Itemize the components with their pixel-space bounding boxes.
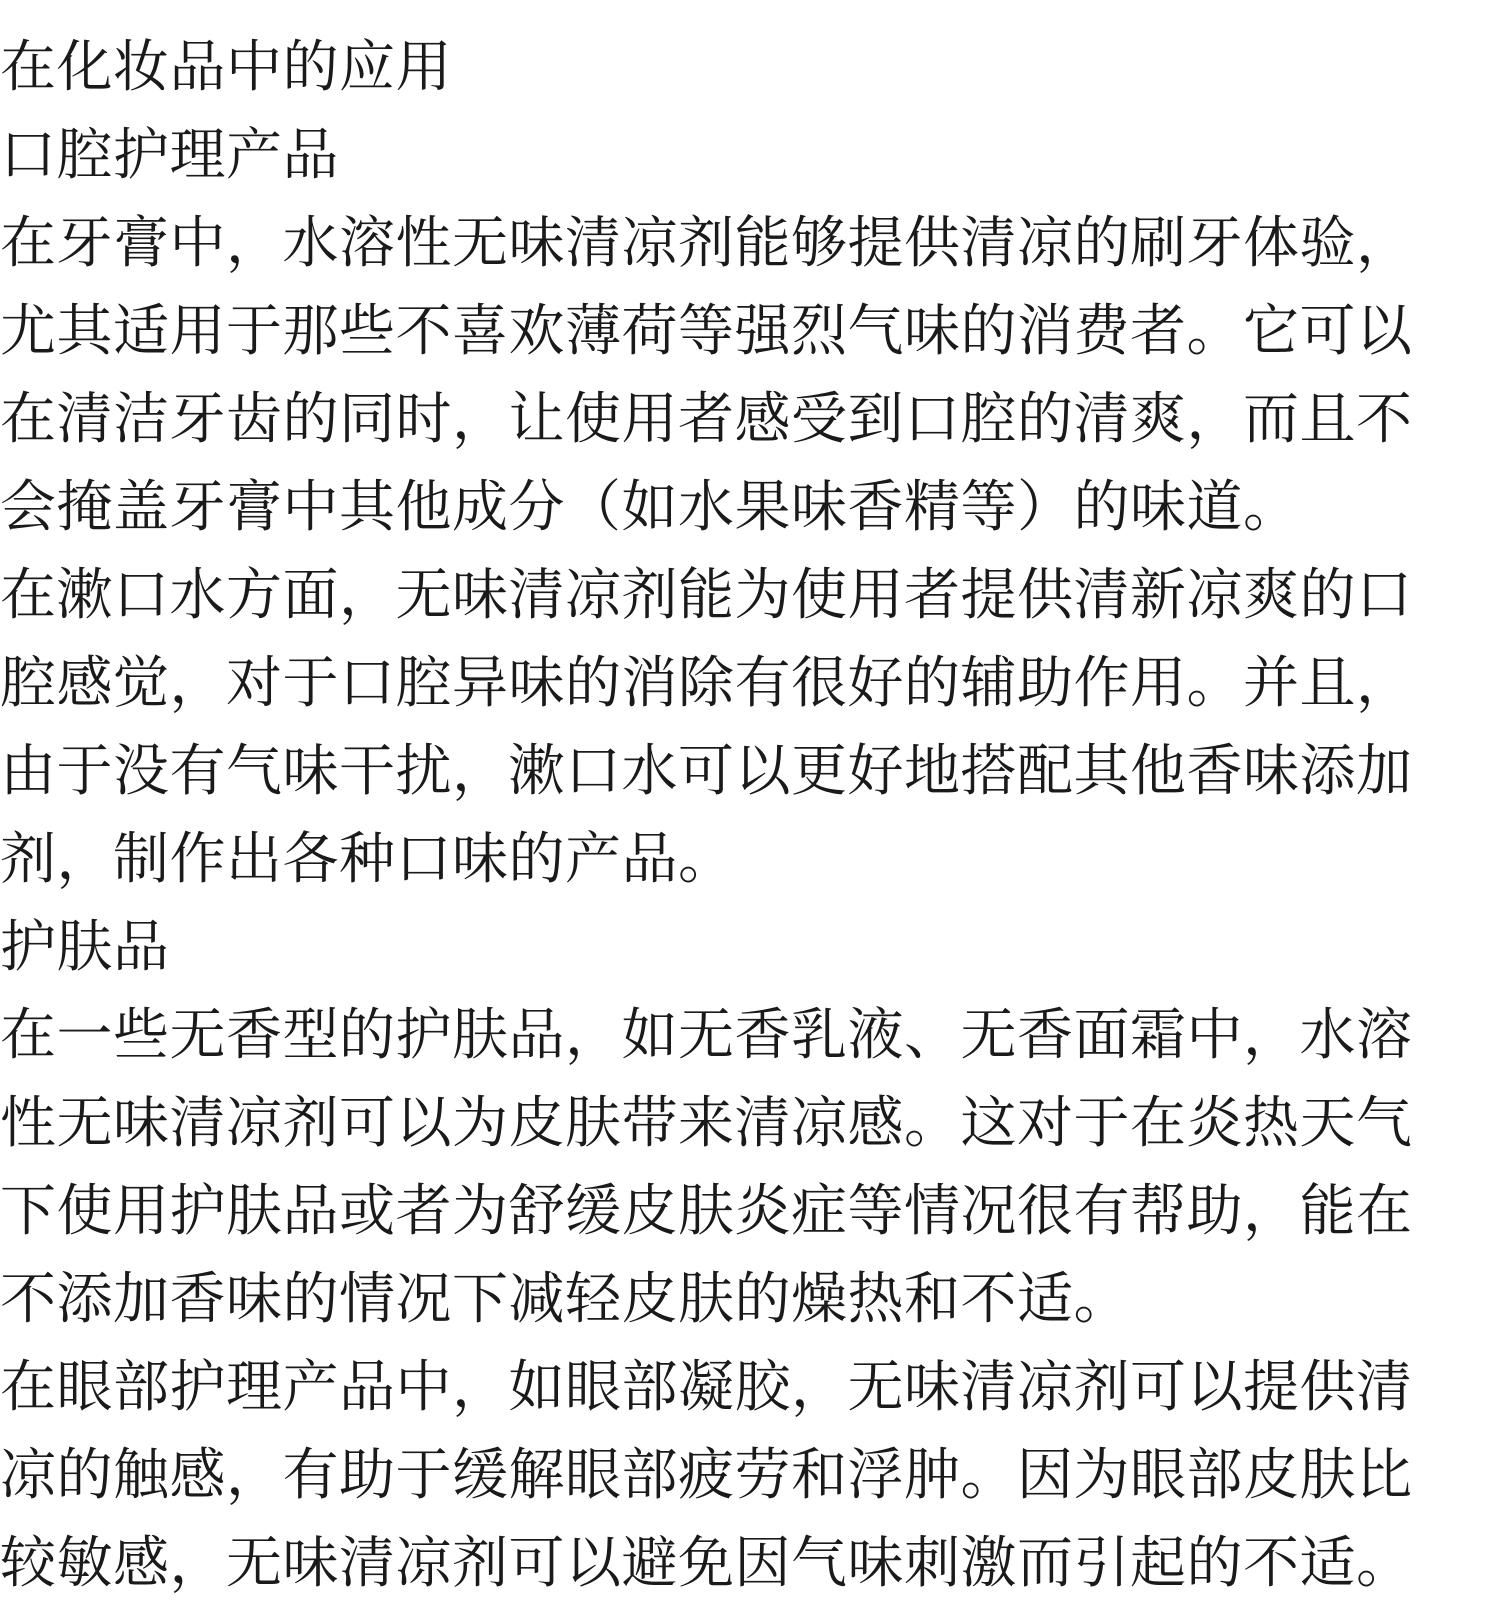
text-line: 在一些无香型的护肤品，如无香乳液、无香面霜中，水溶: [0, 1003, 1413, 1068]
text-line: 剂，制作出各种口味的产品。: [0, 827, 735, 892]
text-line: 由于没有气味干扰，漱口水可以更好地搭配其他香味添加: [0, 739, 1413, 804]
document-body: [0, 24, 1480, 1608]
text-line: 腔感觉，对于口腔异味的消除有很好的辅助作用。并且，: [0, 651, 1413, 716]
text-line: 尤其适用于那些不喜欢薄荷等强烈气味的消费者。它可以: [0, 299, 1413, 364]
text-line: 在漱口水方面，无味清凉剂能为使用者提供清新凉爽的口: [0, 563, 1413, 628]
paragraph-eye-care: [0, 1344, 1480, 1608]
document-title: 在化妆品中的应用: [0, 35, 452, 100]
text-line: 在牙膏中，水溶性无味清凉剂能够提供清凉的刷牙体验，: [0, 211, 1413, 276]
text-line: 凉的触感，有助于缓解眼部疲劳和浮肿。因为眼部皮肤比: [0, 1443, 1413, 1508]
text-line: 会掩盖牙膏中其他成分（如水果味香精等）的味道。: [0, 475, 1300, 540]
paragraph-fragrance-free-skincare: [0, 992, 1480, 1344]
text-line: 下使用护肤品或者为舒缓皮肤炎症等情况很有帮助，能在: [0, 1179, 1413, 1244]
text-line: 较敏感，无味清凉剂可以避免因气味刺激而引起的不适。: [0, 1531, 1413, 1596]
text-line: 在清洁牙齿的同时，让使用者感受到口腔的清爽，而且不: [0, 387, 1413, 452]
section-heading-oral-care: 口腔护理产品: [0, 123, 339, 188]
text-line: 不添加香味的情况下减轻皮肤的燥热和不适。: [0, 1267, 1130, 1332]
text-line: 性无味清凉剂可以为皮肤带来清凉感。这对于在炎热天气: [0, 1091, 1413, 1156]
paragraph-mouthwash: [0, 552, 1480, 904]
text-line: 在眼部护理产品中，如眼部凝胶，无味清凉剂可以提供清: [0, 1355, 1413, 1420]
section-heading-skincare: 护肤品: [0, 915, 170, 980]
paragraph-toothpaste: [0, 200, 1480, 552]
